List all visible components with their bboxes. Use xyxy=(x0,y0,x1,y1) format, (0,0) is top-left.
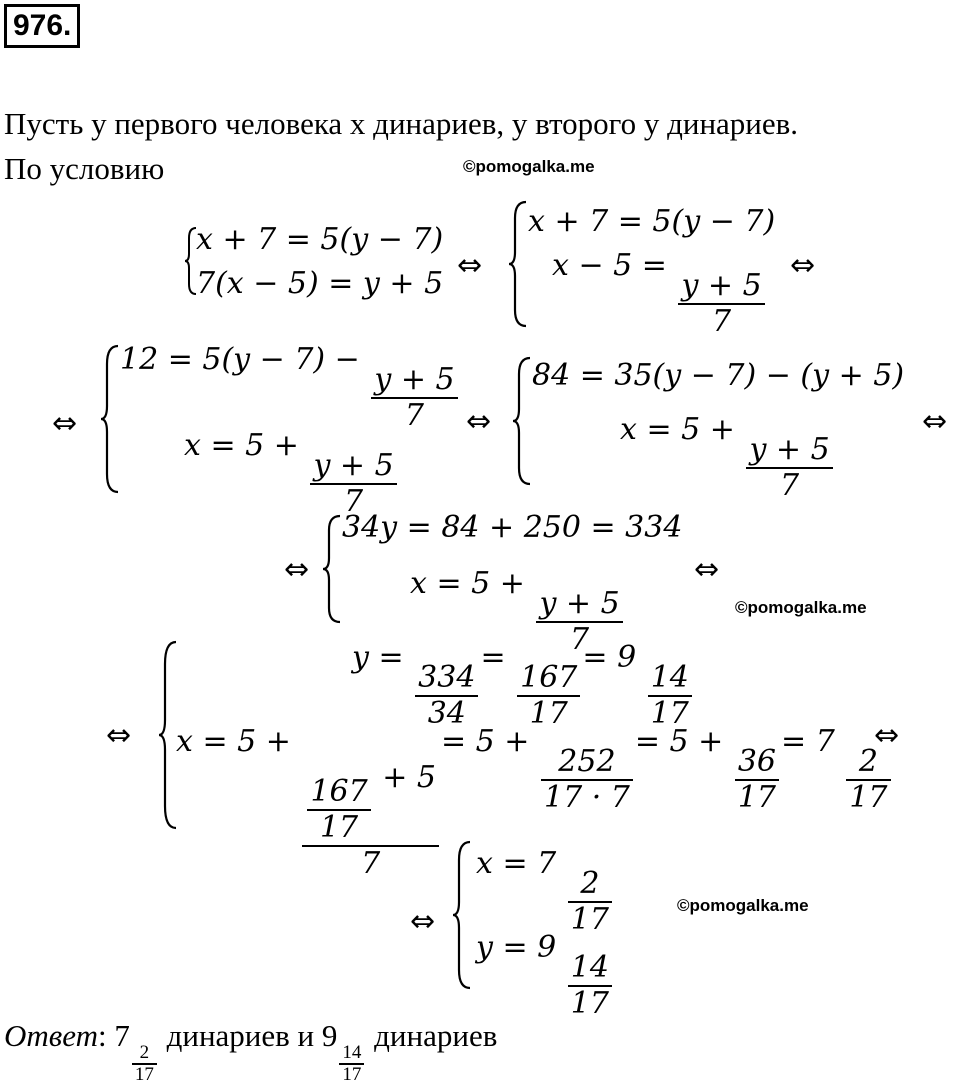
equation xyxy=(184,428,399,519)
brace xyxy=(100,344,120,494)
denominator: 7 xyxy=(780,468,800,503)
equation-left: x = 5 + xyxy=(410,566,525,601)
numerator: 14 xyxy=(570,950,609,985)
fraction xyxy=(746,433,832,503)
intro-line-2: По условию xyxy=(4,151,165,186)
brace xyxy=(512,356,532,486)
equation: x + 7 = 5(y − 7) xyxy=(196,222,444,257)
numerator: y + 5 xyxy=(749,432,830,467)
denominator: 7 xyxy=(712,304,732,339)
watermark: ©pomogalka.me xyxy=(735,598,867,617)
denominator: 34 xyxy=(427,696,466,731)
equation: x = 7 $\frac{2}{17}$ xyxy=(476,846,614,937)
denominator: 17 xyxy=(650,696,689,731)
denominator: 17 xyxy=(319,810,359,845)
answer-label: Ответ xyxy=(4,1018,98,1053)
fraction xyxy=(678,269,764,339)
equation: 34y = 84 + 250 = 334 xyxy=(342,510,683,545)
equivalence-sign: ⇔ xyxy=(410,904,436,939)
numerator: y + 5 xyxy=(681,268,762,303)
equivalence-sign: ⇔ xyxy=(922,404,948,439)
equation-left: x − 5 = xyxy=(552,248,667,283)
fraction xyxy=(339,1043,364,1085)
watermark: ©pomogalka.me xyxy=(463,157,595,176)
denominator: 17 xyxy=(134,1063,154,1085)
fraction xyxy=(307,775,370,845)
fraction xyxy=(302,761,439,881)
numerator: 14 xyxy=(342,1042,362,1063)
numerator: 167 xyxy=(520,660,578,695)
fraction xyxy=(648,661,692,731)
answer-text: динариев и xyxy=(166,1018,315,1053)
equation: 7(x − 5) = y + 5 xyxy=(196,266,444,301)
equivalence-sign: ⇔ xyxy=(52,406,78,441)
fraction xyxy=(735,745,779,815)
brace xyxy=(158,640,178,830)
fraction xyxy=(568,951,612,1021)
equation: y = 9 $\frac{14}{17}$ xyxy=(476,930,614,1021)
fraction xyxy=(132,1043,157,1085)
equation: 84 = 35(y − 7) − (y + 5) xyxy=(532,358,905,393)
equivalence-sign: ⇔ xyxy=(457,248,483,283)
equation-left: x = 5 + xyxy=(184,428,299,463)
fraction xyxy=(310,449,396,519)
equation xyxy=(120,342,460,433)
numerator: 2 xyxy=(580,866,600,901)
equivalence-sign: ⇔ xyxy=(106,718,132,753)
denominator: 17 xyxy=(849,780,888,815)
equivalence-sign: ⇔ xyxy=(284,552,310,587)
equation-left: x = 5 + xyxy=(176,724,291,759)
equation: x + 7 = 5(y − 7) xyxy=(528,204,776,239)
numerator: $\frac{167}{17}$ + 5 xyxy=(302,761,439,845)
numerator: 167 xyxy=(310,774,368,809)
denominator: 17 xyxy=(342,1063,362,1085)
numerator: 36 xyxy=(737,744,777,779)
problem-number: 976. xyxy=(4,4,80,48)
denominator: 7 xyxy=(344,484,364,519)
numerator: 334 xyxy=(418,660,476,695)
equation-left: y = xyxy=(352,640,404,675)
numerator: y + 5 xyxy=(539,586,620,621)
denominator: 17 xyxy=(570,986,609,1021)
answer-line: Ответ: 7 $\frac{2}{17}$ динариев и 9 $\frac{14}{17}$ динариев xyxy=(4,1018,498,1085)
numerator: y + 5 xyxy=(313,448,394,483)
denominator: 7 xyxy=(361,846,381,881)
numerator: 2 xyxy=(858,744,878,779)
fraction xyxy=(415,661,478,731)
answer-text: динариев xyxy=(374,1018,498,1053)
denominator: 17 xyxy=(737,780,777,815)
fraction xyxy=(541,745,633,815)
equivalence-sign: ⇔ xyxy=(466,404,492,439)
denominator: 7 xyxy=(404,398,425,433)
fraction xyxy=(517,661,580,731)
intro-line-1: Пусть у первого человека x динариев, у второго y динариев. xyxy=(4,106,799,141)
brace xyxy=(452,840,472,990)
denominator: 7 xyxy=(570,622,590,657)
numerator: 252 xyxy=(558,744,616,779)
watermark: ©pomogalka.me xyxy=(677,896,809,915)
numerator: y + 5 xyxy=(374,362,455,397)
equation: x = 5 + $\frac{167}{17}$ + 5 7 = 5 + $\frac{252}{17 \cdot 7}$ = 5 + $\frac{36}{17}$ = 7 $\frac{2}{17}$ xyxy=(176,724,893,881)
fraction xyxy=(846,745,890,815)
equivalence-sign: ⇔ xyxy=(790,248,816,283)
equation xyxy=(620,412,835,503)
equation: y = $\frac{334}{34}$ = $\frac{167}{17}$ = 9 $\frac{14}{17}$ xyxy=(352,640,694,731)
equation xyxy=(552,248,767,339)
denominator: 17 xyxy=(570,902,609,937)
numerator: 2 xyxy=(139,1042,150,1063)
equation-left: 12 = 5(y − 7) − xyxy=(120,342,360,377)
denominator: 17 · 7 xyxy=(543,780,630,815)
equivalence-sign: ⇔ xyxy=(694,552,720,587)
equation-left: x = 5 + xyxy=(620,412,735,447)
brace xyxy=(508,200,528,328)
brace xyxy=(322,514,342,624)
equivalence-sign: ⇔ xyxy=(874,718,900,753)
numerator: 14 xyxy=(650,660,689,695)
fraction xyxy=(568,867,612,937)
fraction xyxy=(371,363,457,433)
denominator: 17 xyxy=(529,696,568,731)
